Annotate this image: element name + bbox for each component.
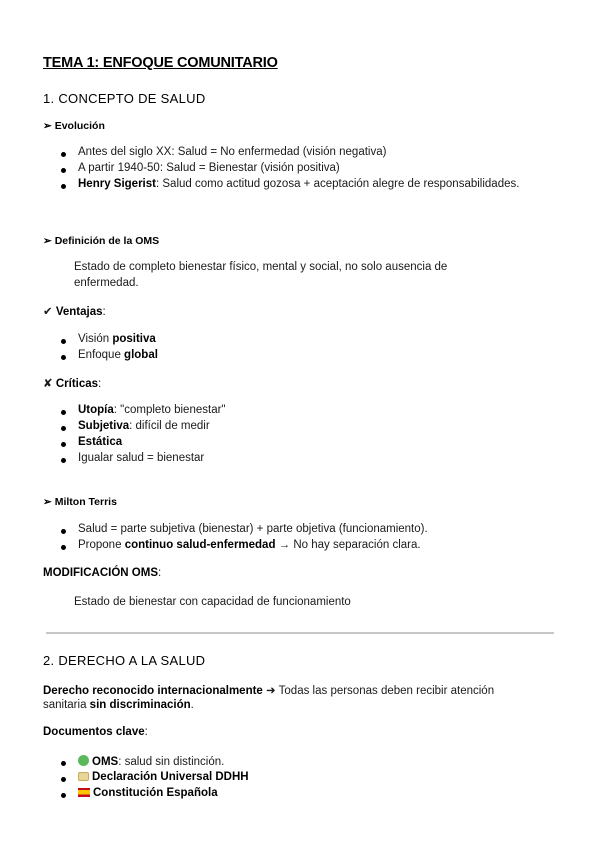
bullet-icon xyxy=(61,529,66,534)
list-item: Igualar salud = bienestar xyxy=(78,452,205,464)
oms-definition-line1: Estado de completo bienestar físico, mental y social, no solo ausencia de xyxy=(74,261,448,273)
bullet-icon xyxy=(61,545,66,550)
list-item: Henry Sigerist: Salud como actitud gozosa + aceptación alegre de responsabilidades. xyxy=(78,178,520,190)
list-item: Constitución Española xyxy=(78,787,218,799)
section-heading-concepto: 1. CONCEPTO DE SALUD xyxy=(43,91,206,106)
derecho-line1: Derecho reconocido internacionalmente ➜ Todas las personas deben recibir atención xyxy=(43,685,495,697)
bullet-icon xyxy=(61,426,66,431)
bullet-icon xyxy=(61,184,66,189)
bullet-icon xyxy=(61,793,66,798)
bullet-icon xyxy=(61,458,66,463)
bullet-icon xyxy=(61,339,66,344)
bullet-icon xyxy=(61,168,66,173)
subheading-evolucion: ➢ Evolución xyxy=(43,120,105,132)
documentos-label: Documentos clave: xyxy=(43,726,148,738)
bullet-icon xyxy=(61,355,66,360)
list-item: Propone continuo salud-enfermedad → No hay separación clara. xyxy=(78,539,421,551)
green-circle-icon xyxy=(78,755,89,766)
cross-icon: ✘ xyxy=(43,378,53,390)
bullet-icon xyxy=(61,152,66,157)
list-item: OMS: salud sin distinción. xyxy=(78,755,224,768)
modificacion-label: MODIFICACIÓN OMS: xyxy=(43,567,162,579)
list-item: Subjetiva: difícil de medir xyxy=(78,420,210,432)
list-item: Estática xyxy=(78,436,123,448)
horizontal-divider xyxy=(46,632,554,634)
derecho-line2: sanitaria sin discriminación. xyxy=(43,699,194,711)
list-item: Salud = parte subjetiva (bienestar) + parte objetiva (funcionamiento). xyxy=(78,523,428,535)
oms-definition-line2: enfermedad. xyxy=(74,277,139,289)
list-item: Visión positiva xyxy=(78,333,156,345)
list-item: Declaración Universal DDHH xyxy=(78,771,249,783)
subheading-oms: ➢ Definición de la OMS xyxy=(43,235,160,247)
list-item: Enfoque global xyxy=(78,349,158,361)
ventajas-label: ✔ Ventajas: xyxy=(43,306,106,318)
bullet-icon xyxy=(61,410,66,415)
list-item: Antes del siglo XX: Salud = No enfermedad (visión negativa) xyxy=(78,146,387,158)
page-title: TEMA 1: ENFOQUE COMUNITARIO xyxy=(43,55,278,71)
check-icon: ✔ xyxy=(43,306,53,318)
modificacion-text: Estado de bienestar con capacidad de funcionamiento xyxy=(74,596,351,608)
subheading-terris: ➢ Milton Terris xyxy=(43,496,117,508)
list-item: Utopía: "completo bienestar" xyxy=(78,404,226,416)
list-item: A partir 1940-50: Salud = Bienestar (visión positiva) xyxy=(78,162,340,174)
bullet-icon xyxy=(61,442,66,447)
spain-flag-icon xyxy=(78,788,90,797)
criticas-label: ✘ Críticas: xyxy=(43,378,102,390)
scroll-icon xyxy=(78,772,89,781)
bullet-icon xyxy=(61,761,66,766)
section-heading-derecho: 2. DERECHO A LA SALUD xyxy=(43,653,206,668)
bullet-icon xyxy=(61,777,66,782)
